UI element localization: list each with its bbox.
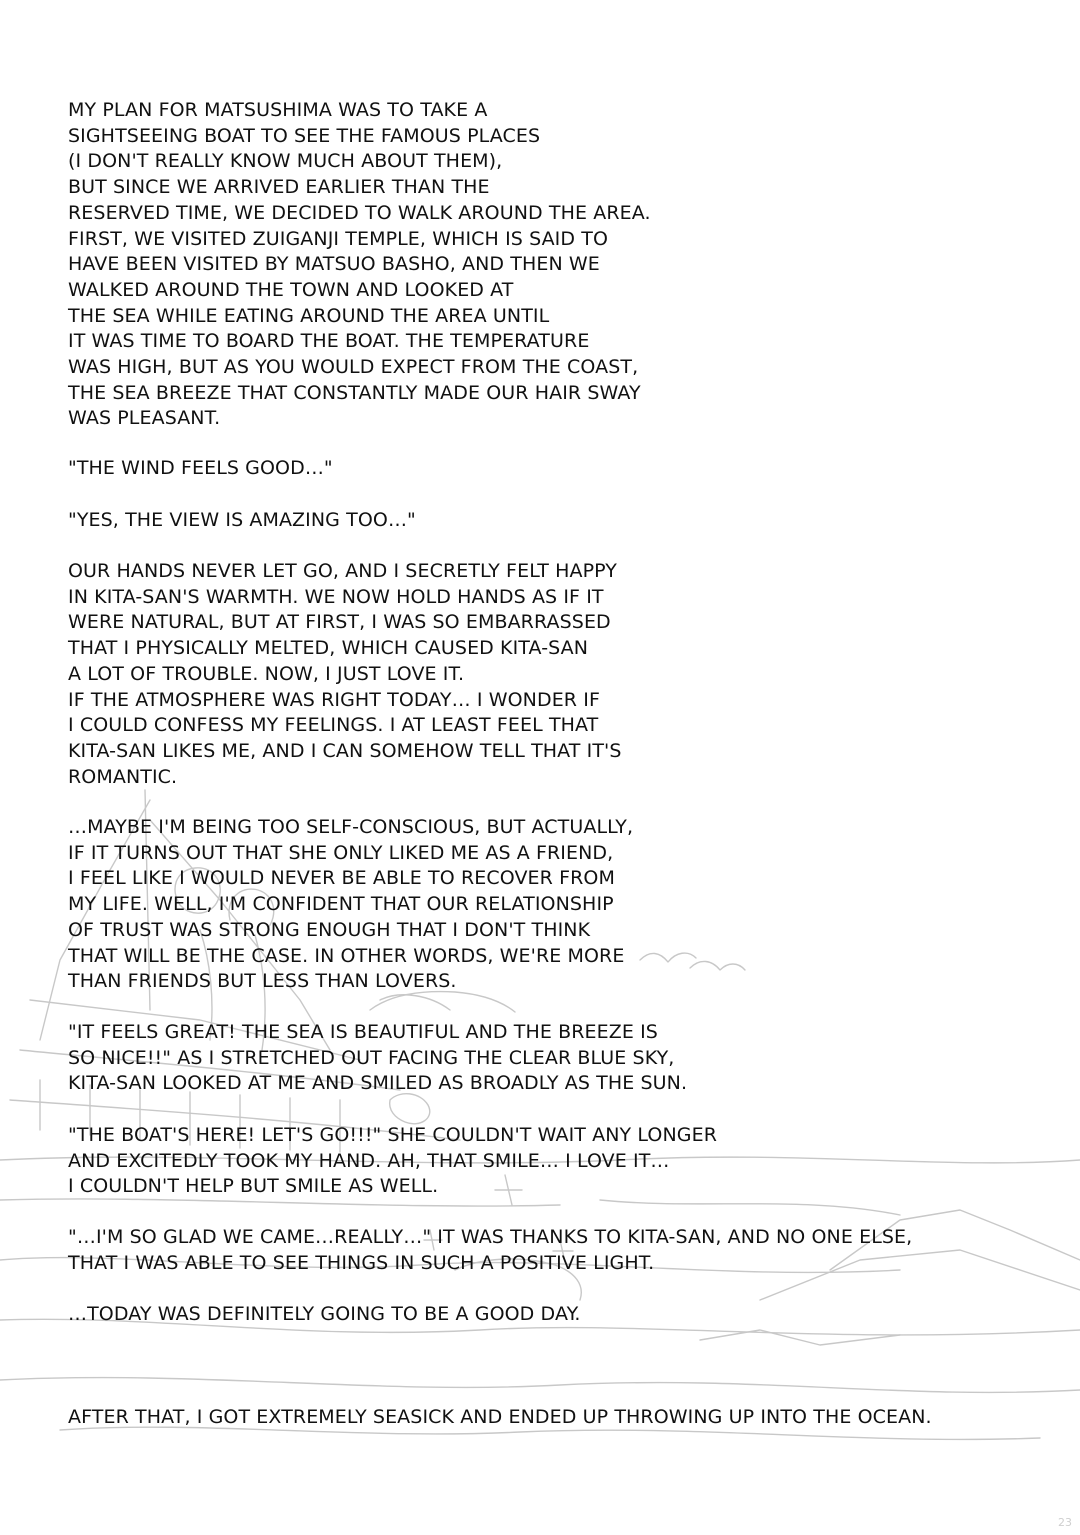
page-number: 23 [1058, 1516, 1072, 1529]
paragraph-glad-we-came: "…I'M SO GLAD WE CAME…REALLY…" IT WAS THANKS TO KITA-SAN, AND NO ONE ELSE, THAT I WAS ABLE TO SEE THINGS IN SUCH A POSITIVE LIGHT. [68, 1226, 913, 1274]
paragraph-seasick: AFTER THAT, I GOT EXTREMELY SEASICK AND ENDED UP THROWING UP INTO THE OCEAN. [68, 1406, 932, 1428]
paragraph-feels-great: "IT FEELS GREAT! THE SEA IS BEAUTIFUL AND THE BREEZE IS SO NICE!!" AS I STRETCHED OUT FACING THE CLEAR BLUE SKY, KITA-SAN LOOKED AT ME AND SMILED AS BROADLY AS THE SUN. [68, 1021, 688, 1095]
paragraph-view-amazing: "YES, THE VIEW IS AMAZING TOO…" [68, 509, 416, 531]
paragraph-good-day: …TODAY WAS DEFINITELY GOING TO BE A GOOD DAY. [68, 1303, 581, 1325]
paragraph-matsushima-plan: MY PLAN FOR MATSUSHIMA WAS TO TAKE A SIGHTSEEING BOAT TO SEE THE FAMOUS PLACES (I DON'T REALLY KNOW MUCH ABOUT THEM), BUT SINCE WE ARRIVED EARLIER THAN THE RESERVED TIME, WE DECIDED TO WALK AROUND THE AREA. FIRST, WE VISITED ZUIGANJI TEMPLE, WHICH IS SAID TO HAVE BEEN VISITED BY MATSUO BASHO, AND THEN WE WALKED AROUND THE TOWN AND LOOKED AT THE SEA WHILE EATING AROUND THE AREA UNTIL IT WAS TIME TO BOARD THE BOAT. THE TEMPERATURE WAS HIGH, BUT AS YOU WOULD EXPECT FROM THE COAST, THE SEA BREEZE THAT CONSTANTLY MADE OUR HAIR SWAY WAS PLEASANT. [68, 99, 651, 430]
paragraph-hands-never-let-go: OUR HANDS NEVER LET GO, AND I SECRETLY FELT HAPPY IN KITA-SAN'S WARMTH. WE NOW HOLD HANDS AS IF IT WERE NATURAL, BUT AT FIRST, I WAS SO EMBARRASSED THAT I PHYSICALLY MELTED, WHICH CAUSED KITA-SAN A LOT OF TROUBLE. NOW, I JUST LOVE IT. IF THE ATMOSPHERE WAS RIGHT TODAY… I WONDER IF I COULD CONFESS MY FEELINGS. I AT LEAST FEEL THAT KITA-SAN LIKES ME, AND I CAN SOMEHOW TELL THAT IT'S ROMANTIC. [68, 560, 622, 788]
paragraph-boat-is-here: "THE BOAT'S HERE! LET'S GO!!!" SHE COULDN'T WAIT ANY LONGER AND EXCITEDLY TOOK MY HAND. AH, THAT SMILE… I LOVE IT… I COULDN'T HELP BUT SMILE AS WELL. [68, 1124, 718, 1198]
paragraph-wind-feels-good: "THE WIND FEELS GOOD…" [68, 457, 333, 479]
paragraph-self-conscious: …MAYBE I'M BEING TOO SELF-CONSCIOUS, BUT ACTUALLY, IF IT TURNS OUT THAT SHE ONLY LIKED ME AS A FRIEND, I FEEL LIKE I WOULD NEVER BE ABLE TO RECOVER FROM MY LIFE. WELL, I'M CONFIDENT THAT OUR RELATIONSHIP OF TRUST WAS STRONG ENOUGH THAT I DON'T THINK THAT WILL BE THE CASE. IN OTHER WORDS, WE'RE MORE THAN FRIENDS BUT LESS THAN LOVERS. [68, 816, 634, 993]
